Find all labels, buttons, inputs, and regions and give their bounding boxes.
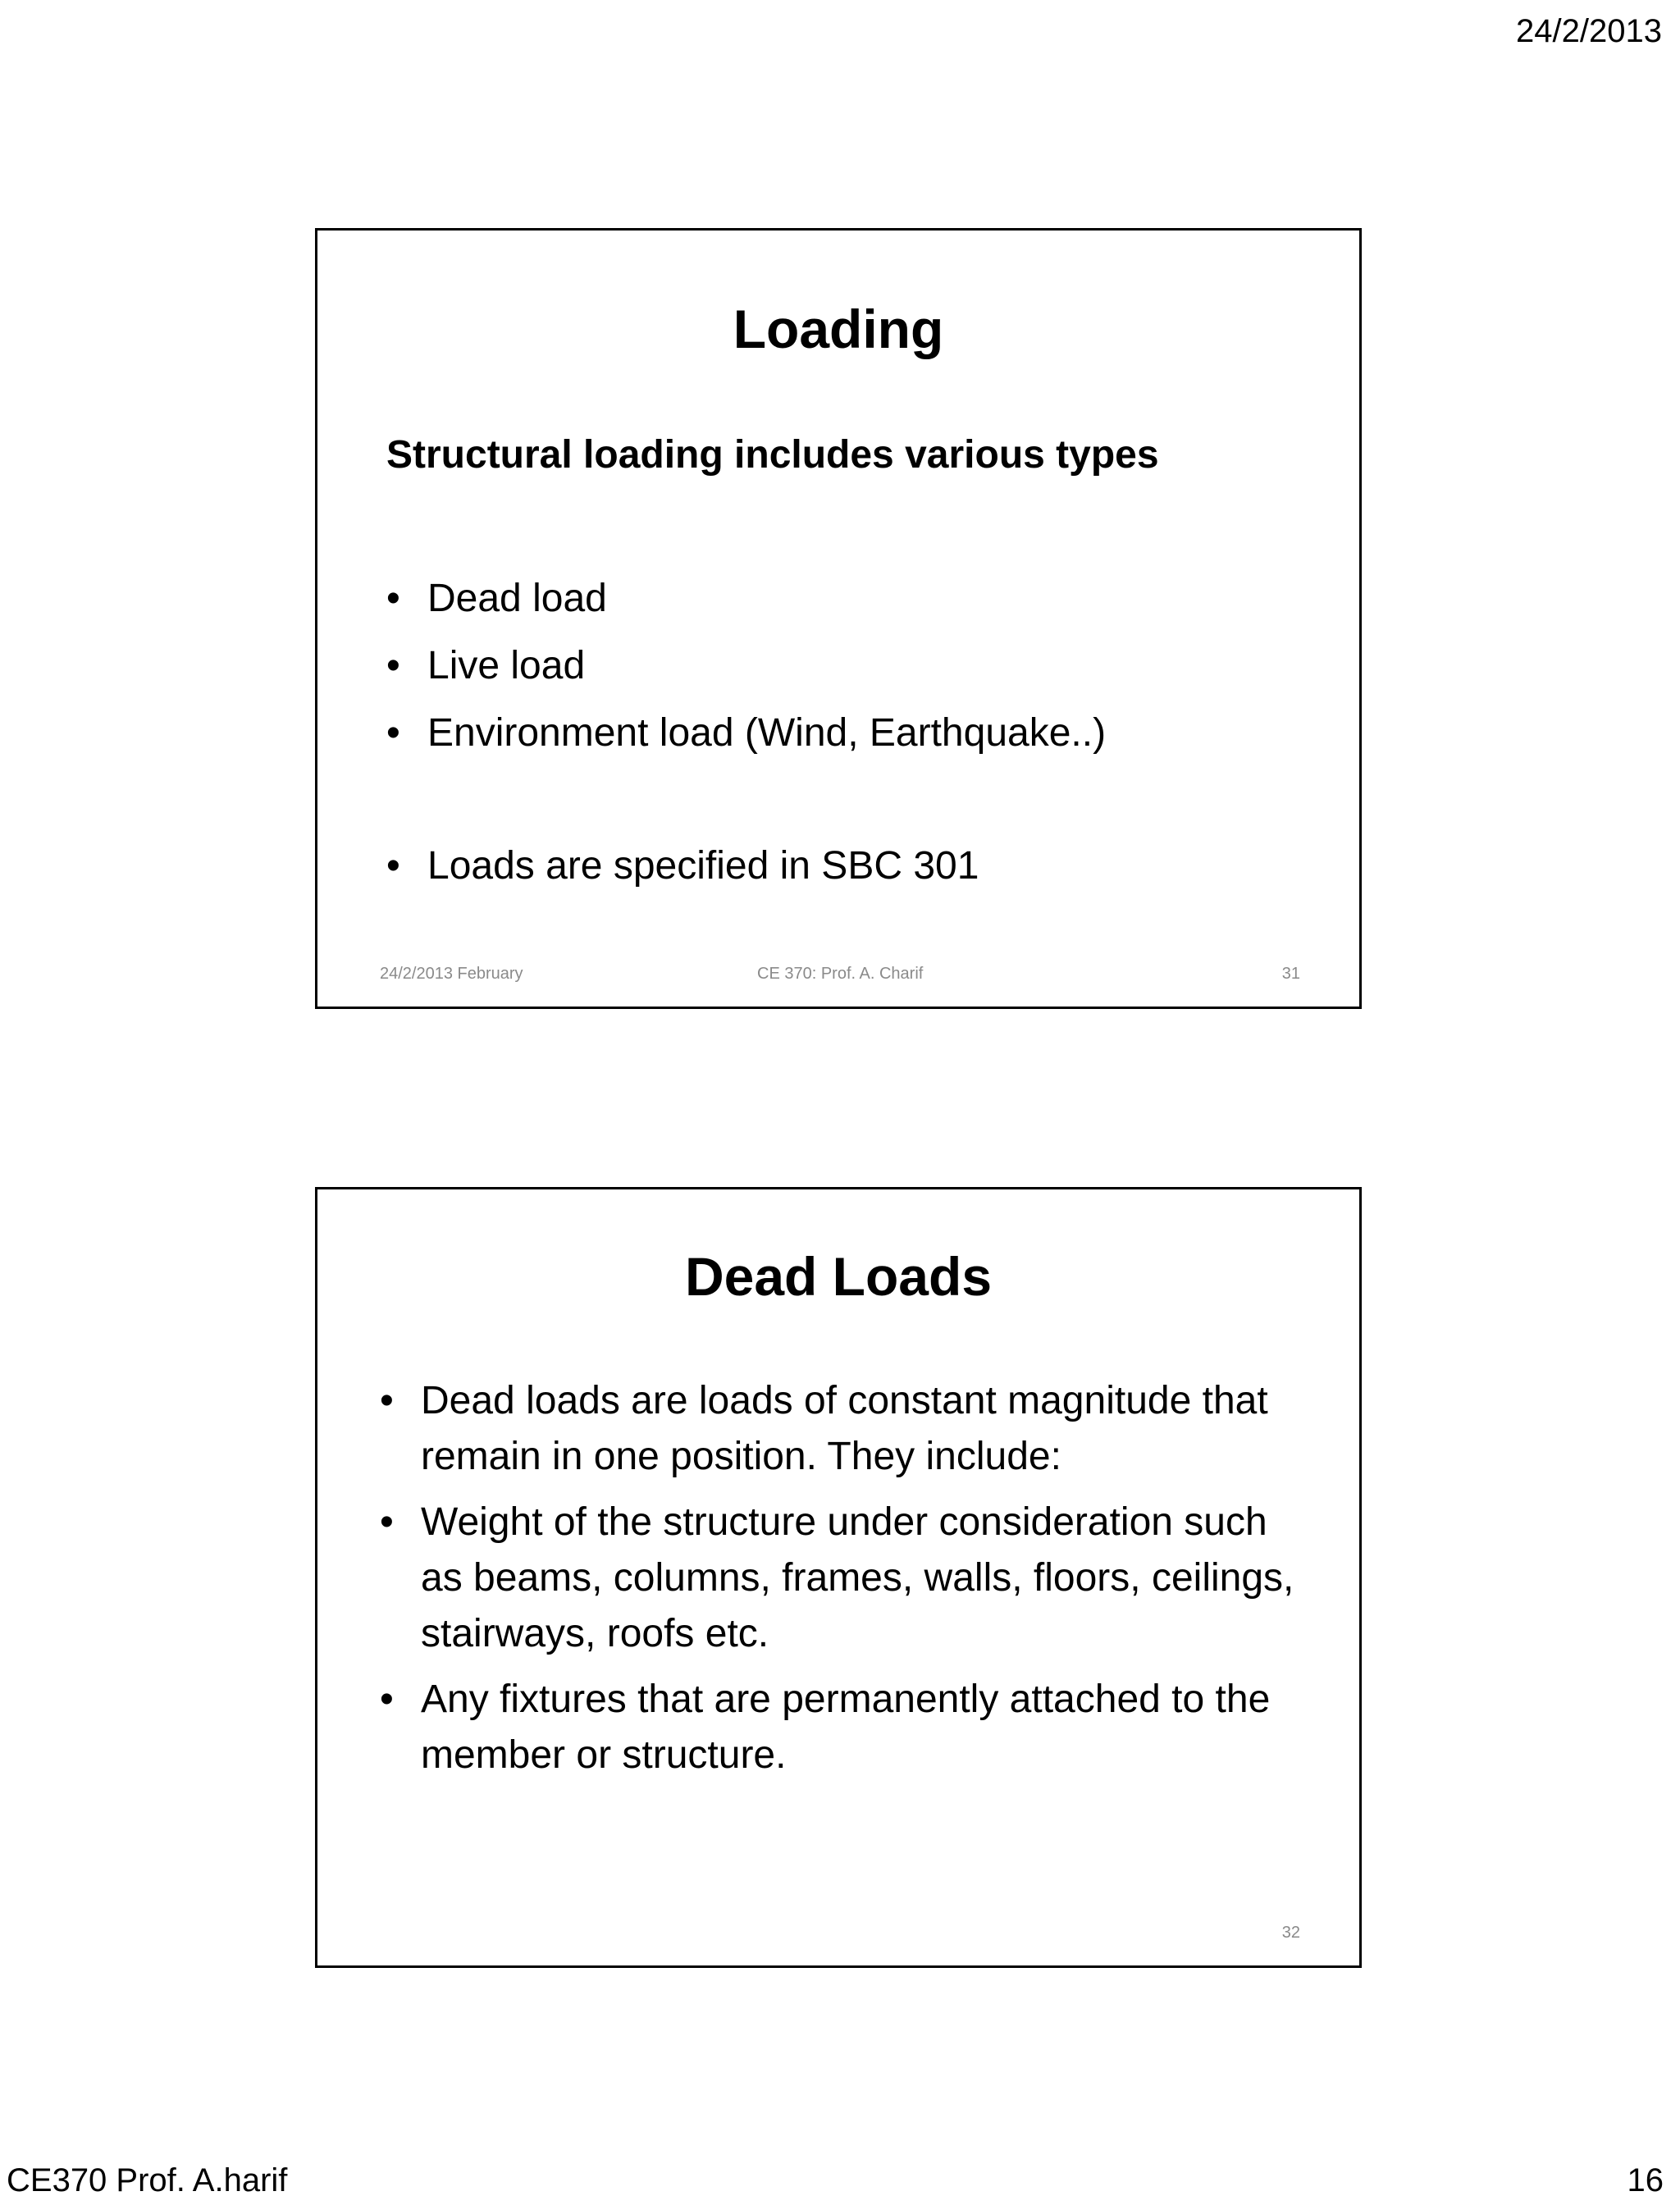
page-date: 24/2/2013 [1516,13,1662,49]
slide-number: 32 [1281,1924,1300,1942]
bullet-icon: • [386,644,400,687]
page-number: 16 [1627,2162,1664,2198]
slide-title: Loading [733,299,944,359]
bullet-text: Loads are specified in SBC 301 [427,844,979,888]
bullet-icon: • [386,577,400,620]
bullet-icon: • [380,1379,394,1422]
bullet-icon: • [386,844,400,888]
bullet-icon: • [380,1678,394,1721]
slide-subtitle: Structural loading includes various types [386,433,1159,477]
slide-footer-date: 24/2/2013 February [380,965,523,983]
bullet-list [386,565,1106,900]
slide-footer-course: CE 370: Prof. A. Charif [757,965,924,983]
bullet-item [386,632,1106,700]
bullet-item [380,1373,1307,1485]
slide-number: 31 [1281,965,1300,983]
bullet-text: Dead load [427,577,607,620]
bullet-text: Dead loads are loads of constant magnitude that remain in one position. They include: [421,1379,1268,1478]
bullet-text: Any fixtures that are permanently attached to the member or structure. [421,1678,1271,1777]
slide-dead-loads [315,1187,1362,1968]
bullet-item [380,1495,1307,1662]
bullet-item [386,565,1106,632]
bullet-text: Environment load (Wind, Earthquake..) [427,711,1107,755]
bullet-item [380,1672,1307,1783]
bullet-icon: • [380,1500,394,1544]
bullet-text: Live load [427,644,586,687]
bullet-item [386,833,1106,900]
bullet-text: Weight of the structure under consideration such as beams, columns, frames, walls, floors, ceilings, stairways, roofs etc. [421,1500,1294,1655]
bullet-icon: • [386,711,400,755]
page-footer-course: CE370 Prof. A.harif [7,2162,288,2198]
bullet-item [386,700,1106,767]
slide-loading [315,228,1362,1009]
slide-title: Dead Loads [684,1246,993,1307]
bullet-list [380,1373,1307,1793]
